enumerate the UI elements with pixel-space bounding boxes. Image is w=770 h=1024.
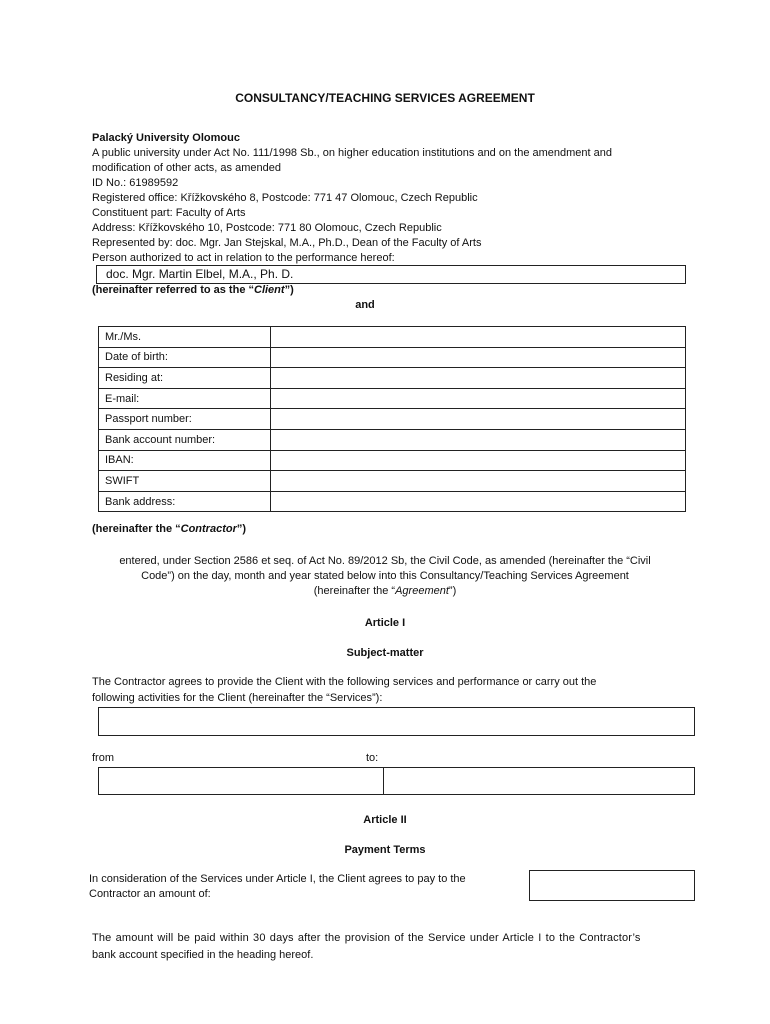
from-date-field[interactable]: [98, 767, 384, 795]
client-description-line1: A public university under Act No. 111/1998 Sb., on higher education institutions and on the amendment and: [92, 147, 612, 159]
contractor-field-label: Date of birth:: [99, 347, 271, 368]
client-hereinafter: (hereinafter referred to as the “Client”): [92, 284, 294, 296]
contractor-field-value[interactable]: [271, 450, 686, 471]
contractor-term: Contractor: [180, 523, 237, 535]
amount-field[interactable]: [529, 870, 695, 901]
client-constituent-part: Constituent part: Faculty of Arts: [92, 207, 246, 219]
contractor-field-value[interactable]: [271, 471, 686, 492]
payment-text-line2: bank account specified in the heading hereof.: [92, 949, 314, 961]
authorized-person-field[interactable]: [96, 265, 686, 284]
article1-heading: Article I: [364, 617, 406, 629]
contractor-row: [99, 429, 686, 450]
contractor-field-value[interactable]: [271, 327, 686, 348]
to-date-field[interactable]: [383, 767, 695, 795]
contractor-field-label: Bank account number:: [99, 429, 271, 450]
client-name: Palacký University Olomouc: [92, 132, 240, 144]
authorized-person-value: doc. Mgr. Martin Elbel, M.A., Ph. D.: [106, 267, 294, 281]
contractor-row: [99, 409, 686, 430]
contractor-row: [99, 471, 686, 492]
contractor-row: [99, 491, 686, 512]
contractor-row: [99, 347, 686, 368]
article1-text-line1: The Contractor agrees to provide the Client with the following services and performance or carry out the: [92, 676, 597, 688]
contractor-table: [98, 326, 686, 512]
client-registered-office: Registered office: Křížkovského 8, Postcode: 771 47 Olomouc, Czech Republic: [92, 192, 478, 204]
article1-subheading: Subject-matter: [346, 647, 424, 659]
agreement-term: Agreement: [395, 585, 449, 597]
contractor-field-value[interactable]: [271, 491, 686, 512]
article2-heading: Article II: [363, 814, 407, 826]
document-title: CONSULTANCY/TEACHING SERVICES AGREEMENT: [235, 91, 535, 105]
article1-text-line2: following activities for the Client (hereinafter the “Services”):: [92, 692, 383, 704]
contractor-row: [99, 388, 686, 409]
preamble-line1: entered, under Section 2586 et seq. of Act No. 89/2012 Sb, the Civil Code, as amended (hereinafter the “Civil: [119, 555, 651, 567]
contractor-field-label: Bank address:: [99, 491, 271, 512]
contractor-field-value[interactable]: [271, 409, 686, 430]
payment-text-line1: The amount will be paid within 30 days after the provision of the Service under Article I to the Contractor’s: [92, 932, 641, 944]
contractor-field-value[interactable]: [271, 388, 686, 409]
client-description-line2: modification of other acts, as amended: [92, 162, 281, 174]
from-label: from: [92, 752, 114, 764]
services-field[interactable]: [98, 707, 695, 736]
contractor-field-value[interactable]: [271, 429, 686, 450]
preamble-line2: Code”) on the day, month and year stated below into this Consultancy/Teaching Services Agreement: [141, 570, 629, 582]
client-address: Address: Křížkovského 10, Postcode: 771 80 Olomouc, Czech Republic: [92, 222, 442, 234]
client-term: Client: [254, 284, 285, 296]
client-represented-by: Represented by: doc. Mgr. Jan Stejskal, M.A., Ph.D., Dean of the Faculty of Arts: [92, 237, 482, 249]
contractor-field-label: SWIFT: [99, 471, 271, 492]
contractor-row: [99, 450, 686, 471]
and-separator: and: [355, 299, 375, 311]
contractor-row: [99, 327, 686, 348]
contractor-row: [99, 368, 686, 389]
preamble-line3: (hereinafter the “Agreement”): [313, 585, 457, 597]
contractor-field-label: Passport number:: [99, 409, 271, 430]
article2-text-line1: In consideration of the Services under Article I, the Client agrees to pay to the: [89, 873, 466, 885]
authorized-person-label: Person authorized to act in relation to the performance hereof:: [92, 252, 395, 264]
contractor-field-label: E-mail:: [99, 388, 271, 409]
article2-subheading: Payment Terms: [344, 844, 426, 856]
contractor-field-value[interactable]: [271, 368, 686, 389]
article2-text-line2: Contractor an amount of:: [89, 888, 211, 900]
contractor-field-label: IBAN:: [99, 450, 271, 471]
contractor-hereinafter: (hereinafter the “Contractor”): [92, 523, 247, 535]
client-id-no: ID No.: 61989592: [92, 177, 179, 189]
contractor-field-label: Mr./Ms.: [99, 327, 271, 348]
contractor-field-label: Residing at:: [99, 368, 271, 389]
contractor-field-value[interactable]: [271, 347, 686, 368]
to-label: to:: [366, 752, 379, 764]
